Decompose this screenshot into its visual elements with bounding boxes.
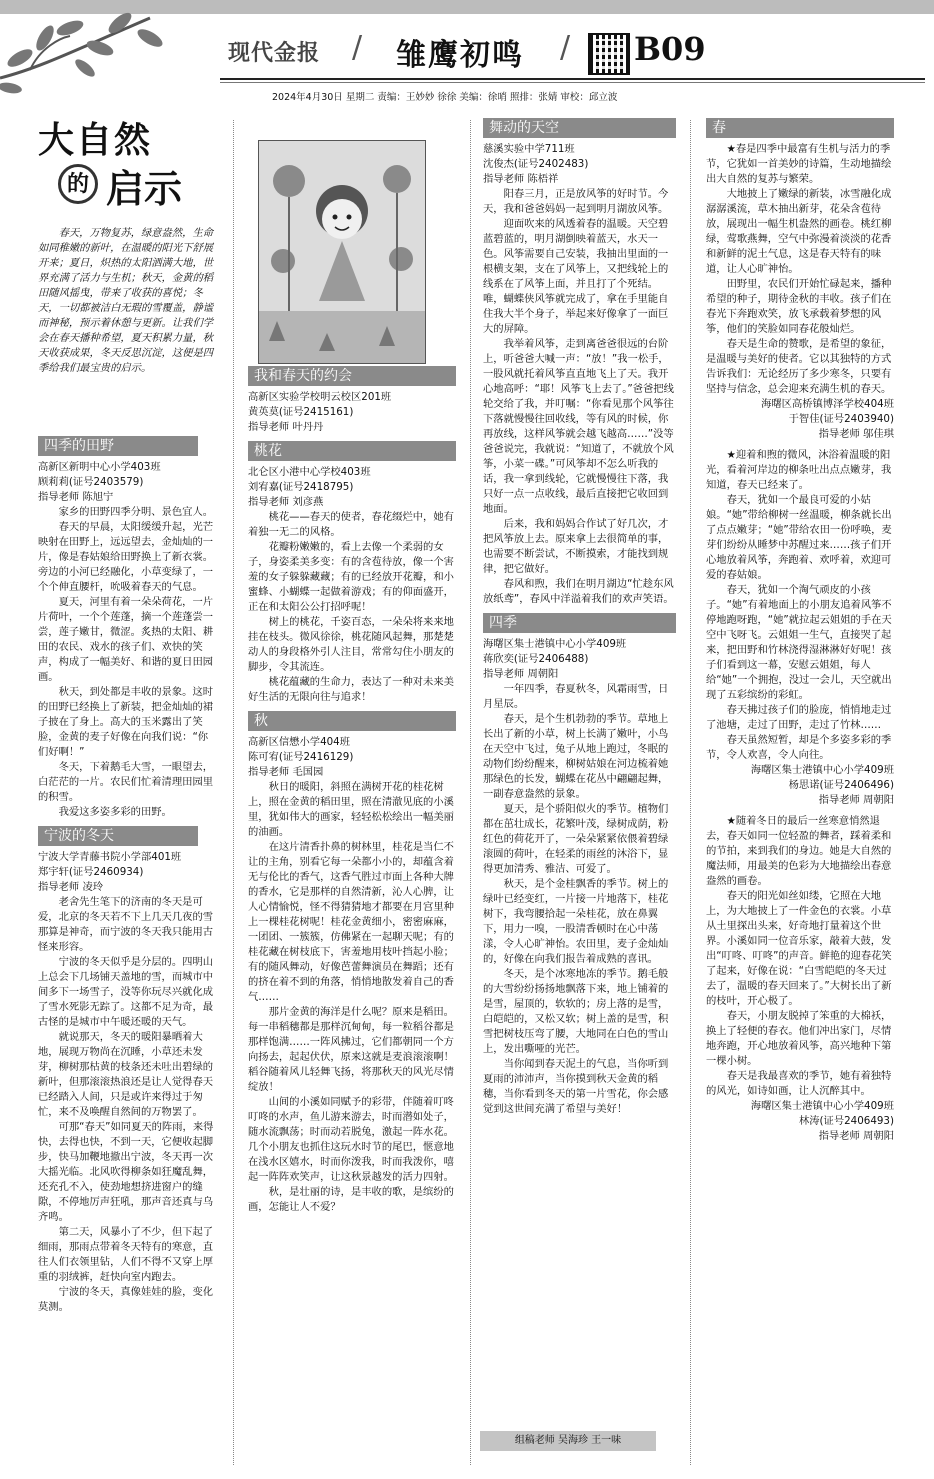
header-rule [220, 78, 925, 80]
paragraph: 就说那天，冬天的暖阳暴晒着大地，展现万物尚在沉睡，小草还未发芽，柳树那枯黄的枝条还未吐出碧绿的新叶，但那滚滚热浪还是让人觉得春天已经踏入人间，只是或许来得过于匆忙，来不及唤醒自然间的万物罢了。 [38, 1031, 214, 1118]
paragraph: 我爱这多姿多彩的田野。 [58, 806, 172, 818]
section-heading: 四季的田野 [38, 436, 198, 456]
school: 高新区实验学校明云校区201班 [248, 391, 392, 403]
school: 海曙区集士港镇中心小学409班 [750, 764, 894, 776]
paragraph: 冬天，是个冰寒地冻的季节。鹅毛般的大雪纷纷扬扬地飘落下来，地上铺着的是雪，屋顶的，软软的；房上落的是雪，白皑皑的，又松又软；树上盖的是雪，积雪把树枝压弯了腰，大地同在白色的雪山上，发出嘶哑的光芒。 [483, 968, 669, 1055]
paragraph: 桃花蕴藏的生命力，表达了一种对未来美好生活的无限向往与追求！ [248, 676, 454, 703]
section-heading: 秋 [248, 711, 456, 731]
paragraph: 春天拂过孩子们的脸庞，悄悄地走过了池塘，走过了田野，走过了竹林…… [706, 704, 892, 731]
teacher: 指导老师 周朝阳 [818, 1130, 894, 1142]
paper-name: 现代金报 [228, 40, 321, 66]
child-drawing-image [258, 140, 426, 364]
section-heading: 春 [706, 118, 894, 138]
teacher: 指导老师 邬佳琪 [818, 428, 894, 440]
paragraph: ★迎着和煦的微风，沐浴着温暖的阳光，看着河岸边的柳条吐出点点嫩芽，我知道，春天已经来了。 [706, 449, 892, 491]
author: 林涛(证号2406493) [798, 1115, 894, 1127]
paragraph: 春天的早晨，太阳缓缓升起，光芒映射在田野上，远远望去，金灿灿的一片，像是春姑娘给田野换上了新衣裳。旁边的小河已经融化，小草变绿了，一个个伸直腰杆，吮吸着春天的气息。 [38, 521, 214, 593]
paragraph: 春天的阳光如丝如缕，它照在大地上，为大地披上了一件金色的衣裳。小草从土里探出头来，好奇地打量着这个世界。小溪如同一位音乐家，敲着大鼓，发出“叮咚、叮咚”的声音。鲜艳的迎春花笑了起来，好像在说：“白雪皑皑的冬天过去了，温暖的春天回来了。”大树长出了新的枝叶，开心极了。 [706, 890, 892, 1007]
feature-intro: 春天，万物复苏，绿意盎然，生命如同稚嫩的新叶，在温暖的阳光下舒展开来；夏日，炽热的太阳洒满大地，世界充满了活力与生机；秋天，金黄的稻田随风摇曳，带来了收获的喜悦；冬天，一切都被洁白无瑕的雪覆盖，静谧而神秘，预示着休憩与更新。让我们学会在春天播种希望，夏天积累力量，秋天收获成果，冬天反思沉淀，这便是四季给我们最宝贵的启示。 [38, 227, 214, 374]
paragraph: 大地披上了嫩绿的新装，冰雪融化成潺潺溪流，草木抽出新芽，花朵含苞待放，展现出一幅生机盎然的画卷。桃红柳绿，莺歌燕舞，空气中弥漫着淡淡的花香和新鲜的泥土气息，这是春天特有的味道，让人心旷神怡。 [706, 188, 892, 275]
school: 慈溪实验中学711班 [483, 143, 575, 155]
author: 陈可宥(证号2416129) [248, 751, 354, 763]
page-number: B09 [634, 30, 706, 68]
teacher: 指导老师 叶丹丹 [248, 421, 324, 433]
paragraph: 迎面吹来的风透着春的温暖。天空碧蓝碧蓝的，明月湖倒映着蓝天，水天一色。风筝需要自己安装，我抽出里面的一根横支架，支在了风筝上，又把线轮上的线系在了风筝上面，并且打了个死结。唯，蝴蝶侠风筝就完成了，拿在手里能自住我大半个身子，举起来好像拿了一面巨大的屏障。 [483, 218, 669, 335]
paragraph: 我举着风筝，走到离爸爸很远的台阶上，听爸爸大喊一声：“放！”我一松手，一股风就托着风筝直直地飞上了天。我开心地高呼：“耶！风筝飞上去了。”爸爸把线轮交给了我，并叮嘱：“你看见那个风筝往下落就慢慢往回收线，等有风的时候，你再放线，这样风筝就会越飞越高……”没等爸爸说完，我就说：“知道了，不就放个风筝，小菜一碟。”可风筝却不怎么听我的话，我一拿到线轮，它就慢慢往下落，我只好一点一点收线，最后直接把它收回到地面。 [483, 338, 674, 515]
author: 郑宇轩(证号2460934) [38, 866, 144, 878]
teacher: 指导老师 陈梧祥 [483, 173, 559, 185]
header-rule [220, 82, 925, 83]
paragraph: 田野里，农民们开始忙碌起来，播种希望的种子，期待金秋的丰收。孩子们在春光下奔跑欢笑，放飞承载着梦想的风筝，他们的笑脸如同春花般灿烂。 [706, 278, 892, 335]
paragraph: 春天，犹如一个最良可爱的小姑娘。“她”带给柳树一丝温暖，柳条就长出了点点嫩芽；“她”带给农田一份呼唤，麦芽们纷纷从睡梦中苏醒过来……孩子们开心地放着风筝，奔跑着、欢呼着，欢迎可爱的春姑娘。 [706, 494, 892, 581]
paragraph: 阳春三月，正是放风筝的好时节。今天，我和爸爸妈妈一起到明月湖放风筝。 [483, 188, 669, 215]
paragraph: 春天是我最喜欢的季节，她有着独特的风光，如诗如画，让人沉醉其中。 [706, 1070, 892, 1097]
paragraph: 老舍先生笔下的济南的冬天是可爱，北京的冬天若不下上几天几夜的雪那算是神奇，而宁波的冬天我只能用古怪来形容。 [38, 896, 214, 953]
tree-branch-illustration [0, 8, 190, 108]
author: 顾莉莉(证号2403579) [38, 476, 144, 488]
school: 宁波大学青藤书院小学部401班 [38, 851, 182, 863]
section-heading: 四季 [483, 613, 676, 633]
paragraph: 春天，小朋友脱掉了笨重的大棉袄，换上了轻便的春衣。他们冲出家门，尽情地奔跑，开心地放着风筝，高兴地种下第一棵小树。 [706, 1010, 892, 1067]
column-1 [38, 430, 218, 1465]
school: 海曙区集士港镇中心小学409班 [483, 638, 627, 650]
teacher: 指导老师 陈旭宁 [38, 491, 114, 503]
qr-code-icon[interactable] [588, 33, 630, 75]
paragraph: 夏天，是个骄阳似火的季节。植物们都在茁壮成长，花繁叶茂，绿树成荫，粉红色的荷花开了，一朵朵紧紧依偎着碧绿滚圆的荷叶，在轻柔的雨丝的沐浴下，显得更加清秀、雅洁、可爱了。 [483, 803, 669, 875]
paragraph: 秋日的暖阳，斜照在满树开花的桂花树上，照在金黄的稻田里，照在清澈见底的小溪里，犹如伟大的画家，轻轻松松绘出一幅美丽的油画。 [248, 781, 454, 838]
section-heading: 宁波的冬天 [38, 826, 198, 846]
paragraph: 桃花——春天的使者，春花缀烂中，她有着独一无二的风格。 [248, 511, 454, 538]
school: 海曙区集士港镇中心小学409班 [750, 1100, 894, 1112]
author: 于智佳(证号2403940) [788, 413, 894, 425]
column-rule [690, 120, 691, 1465]
school: 高新区新明中心小学403班 [38, 461, 161, 473]
paragraph: 春天虽然短暂，却是个多姿多彩的季节，令人欢喜，令人向往。 [706, 734, 892, 761]
paragraph: 冬天，下着鹅毛大雪，一眼望去，白茫茫的一片。农民们忙着清理田园里的积雪。 [38, 761, 214, 803]
paragraph: 宁波的冬天似乎是分层的。四明山上总会下几场铺天盖地的雪，而城市中间多下一场雪子，没等你玩尽兴就化成了雪水死影无踪了。这都不足为奇，最古怪的是城市中午暖还暖的天气。 [38, 956, 214, 1028]
paragraph: 山间的小溪如同赋予的彩带，伴随着叮咚叮咚的水声，鱼儿游来游去，时而潜如处子，随水流飘荡；时而动若脱兔，激起一阵水花。几个小朋友也抓住这玩水时节的尾巴，惬意地在浅水区嬉水，时而你泼我，时而我泼你，嘻起一阵阵欢笑声，让这秋景越发的活力四射。 [248, 1096, 454, 1183]
school: 北仑区小港中心学校403班 [248, 466, 371, 478]
paragraph: 秋，是壮丽的诗，是丰收的歌，是缤纷的画，怎能让人不爱？ [248, 1186, 454, 1213]
paragraph: 一年四季，春夏秋冬，风霜雨雪，日月星辰。 [483, 683, 669, 710]
feature-title-part1: 大自然 [38, 119, 153, 161]
paragraph: 当你闻到春天泥土的气息，当你听到夏雨的沛沛声，当你摸到秋天金黄的稻穗，当你看到冬天的第一片雪花，你会感觉到这世间充满了希望与美好！ [483, 1058, 669, 1115]
editor-credit: 组稿老师 吴海珍 王一味 [480, 1431, 656, 1451]
section-name: 雏鹰初鸣 [396, 38, 524, 73]
paragraph: 可那“春天”如同夏天的阵雨，来得快，去得也快，不到一天，它便收起脚步，快马加鞭地撤出宁波，冬天再一次大摇光临。北风吹得柳条如狂魔乱舞，还充孔不入，使劲地想挤进窗户的缝隙，不停地厉声狂吼，那声音还真与乌齐鸣。 [38, 1121, 214, 1223]
paragraph: 第二天，风暴小了不少，但下起了细雨，那雨点带着冬天特有的寒意，直往人们衣领里钻，人们不得不又穿上厚重的羽绒裤，赶快向室内跑去。 [38, 1226, 214, 1283]
teacher: 指导老师 凌玲 [38, 881, 104, 893]
paragraph: 宁波的冬天，真像娃娃的脸，变化莫测。 [38, 1286, 214, 1313]
paragraph: 后来，我和妈妈合作试了好几次，才把风筝放上去。原来拿上去很简单的事，也需要不断尝试，不断摸索，才能找到规律，把它做好。 [483, 518, 669, 575]
header-divider: / [352, 30, 363, 65]
teacher: 指导老师 周朝阳 [483, 668, 559, 680]
paragraph: 春天是生命的赞歌，是希望的象征，是温暖与美好的使者。它以其独特的方式告诉我们：无论经历了多少寒冬，只要有坚持与信念，总会迎来充满生机的春天。 [706, 338, 892, 395]
dateline: 2024年4月30日 星期二 责编：王妙妙 徐徐 美编：徐哨 照排：张婧 审校：邱立波 [272, 92, 618, 103]
teacher: 指导老师 周朝阳 [818, 794, 894, 806]
author: 杨思诺(证号2406496) [788, 779, 894, 791]
header-divider: / [560, 30, 571, 65]
paragraph: 那片金黄的海洋是什么呢？原来是稻田。每一串稻穗都是那样沉甸甸，每一粒稻谷都是那样饱满……一阵风拂过，它们都朝同一个方向扬去，起起伏伏，原来这就是麦浪滚滚啊！稻谷随着风儿轻舞飞扬，将那秋天的风光尽情绽放！ [248, 1006, 454, 1093]
paragraph: ★春是四季中最富有生机与活力的季节，它犹如一首美妙的诗篇，生动地描绘出大自然的复苏与繁荣。 [706, 143, 892, 185]
paragraph: 秋天，是个金桂飘香的季节。树上的绿叶已经变红，一片接一片地落下，桂花树下，我弯腰拾起一朵桂花，放在鼻翼下，用力一嗅，一股清香顿时在心中荡漾，令人心旷神怡。农田里，麦子金灿灿的，好像在向我们报告着成熟的喜讯。 [483, 878, 669, 965]
paragraph: 春风和煦，我们在明月湖边“忙趁东风放纸鸢”，春风中洋溢着我们的欢声笑语。 [483, 578, 674, 605]
feature-title-part2: 的 [58, 164, 98, 204]
paragraph: 树上的桃花，千姿百态，一朵朵将来来地挂在枝头。微风徐徐，桃花随风起舞，那楚楚动人的身段格外引人注目，常常勾住小朋友的脚步，令其流连。 [248, 616, 454, 673]
author: 刘宥嘉(证号2418795) [248, 481, 354, 493]
column-2 [248, 366, 456, 1466]
column-rule [470, 120, 471, 1465]
author: 沈俊杰(证号2402483) [483, 158, 589, 170]
paragraph: 花瓣粉嫩嫩的，看上去像一个柔弱的女子，身姿柔美多变：有的含苞待放，像一个害羞的女子躲躲藏藏；有的已经放开花瓣，和小蜜蜂、小蝴蝶一起做着游戏；有的仰面盛开，正在和太阳公公打招呼呢！ [248, 541, 454, 613]
column-4 [706, 118, 894, 1468]
section-heading: 舞动的天空 [483, 118, 676, 138]
section-heading: 桃花 [248, 441, 456, 461]
feature-title-part3: 启示 [106, 166, 183, 211]
section-heading: 我和春天的约会 [248, 366, 456, 386]
paragraph: 家乡的田野四季分明、景色宜人。 [58, 506, 214, 518]
paragraph: ★随着冬日的最后一丝寒意悄然退去，春天如同一位轻盈的舞者，踩着柔和的节拍，来到我们的身边。她是大自然的魔法师，用最美的色彩为大地描绘出春意盎然的画卷。 [706, 815, 892, 887]
teacher: 指导老师 毛国园 [248, 766, 324, 778]
school: 高新区信懋小学404班 [248, 736, 351, 748]
paragraph: 春天，是个生机勃勃的季节。草地上长出了新的小草，树上长满了嫩叶，小鸟在天空中飞过，兔子从地上跑过，冬眠的动物们纷纷醒来，柳树姑娘在河边梳着她那绿色的长发，蝴蝶在花丛中翩翩起舞，一副春意盎然的景象。 [483, 713, 669, 800]
school: 海曙区高桥镇博泽学校404班 [761, 398, 894, 410]
column-3 [483, 118, 676, 1423]
paragraph: 春天，犹如一个淘气顽皮的小孩子。“她”有着地面上的小朋友追着风筝不停地跑呀跑，“她”就拉起云姐姐的手在天空中飞呀飞。云姐姐一生气，直接哭了起来，把田野和竹林浇得湿淋淋好好呢！孩子们看到这一幕，安慰云姐姐，每人给“她”一个拥抱，没过一会儿，天空就出现了五彩缤纷的彩虹。 [706, 584, 892, 701]
teacher: 指导老师 刘彦燕 [248, 496, 324, 508]
author: 蒋欣奕(证号2406488) [483, 653, 589, 665]
author: 黄英莫(证号2415161) [248, 406, 354, 418]
column-rule [233, 120, 234, 1465]
paragraph: 秋天，到处都是丰收的景象。这时的田野已经换上了新装，把金灿灿的裙子披在了身上。高大的玉米露出了笑脸，金黄的麦子好像在向我们说：“你们好啊！” [38, 686, 214, 758]
paragraph: 夏天，河里有着一朵朵荷花，一片片荷叶，一个个莲蓬，摘一个莲蓬尝一尝，莲子嫩甘，微涩。炙热的太阳、耕田的农民、戏水的孩子们、欢快的笑声，构成了一幅美好、和谐的夏日田园画。 [38, 596, 214, 683]
paragraph: 在这片清香扑鼻的树林里，桂花是当仁不让的主角，别看它每一朵都小小的，却蕴含着无与伦比的香气，这香气胜过市面上各种大牌的香水，它是那样的自然清新，沁人心脾，让人心情愉悦，怪不得猜猜地才都要在月宫里种上一棵桂花树呢！桂花金黄细小，密密麻麻，一团团、一簇簇，仿佛紧在一起聊天呢；有的桂花藏在树枝底下，害羞地用枝叶挡起小脸；有的随风舞动，好像芭蕾舞演员在舞蹈；还有的挤在着不到的角落，悄悄地散发着自己的香气…… [248, 841, 454, 1003]
